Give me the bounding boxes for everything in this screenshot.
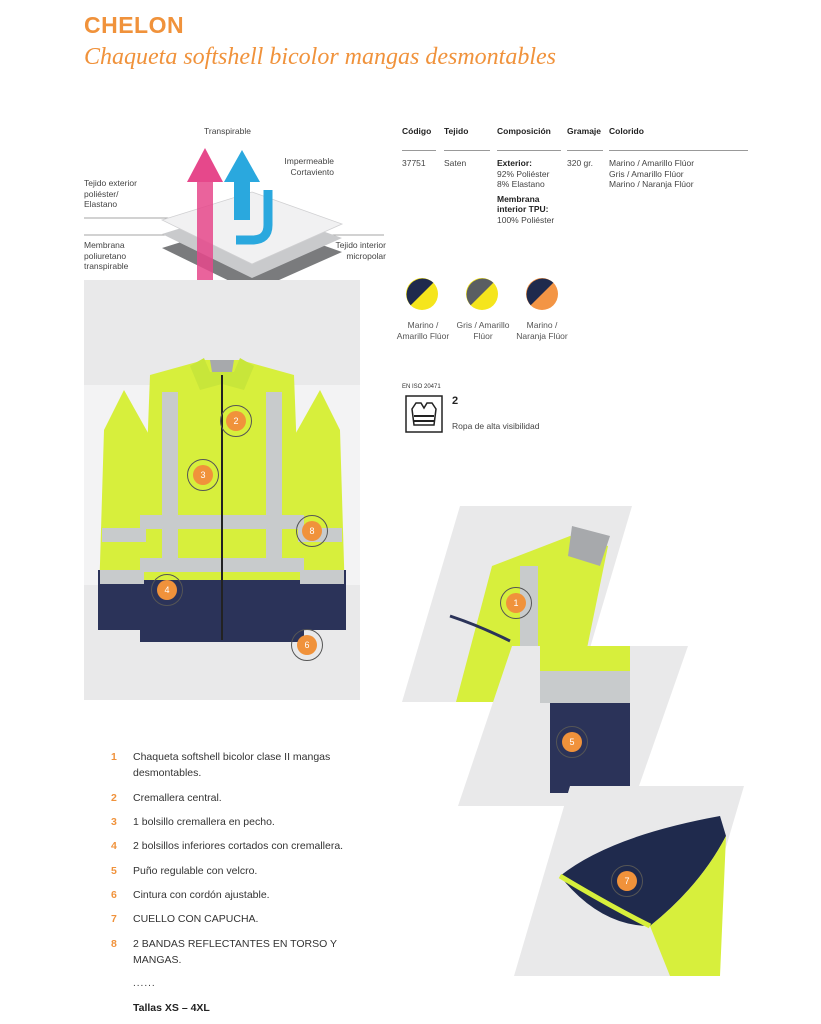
- marker-3[interactable]: 3: [193, 465, 213, 485]
- fabric-layers-diagram: [84, 140, 394, 300]
- header-gramaje: Gramaje: [567, 126, 602, 136]
- feature-num-5: 5: [111, 865, 117, 877]
- feature-num-1: 1: [111, 751, 117, 763]
- value-colorido: Marino / Amarillo Flúor Gris / Amarillo Flúor Marino / Naranja Flúor: [609, 158, 695, 189]
- feature-text-4: 2 bolsillos inferiores cortados con cremallera.: [133, 840, 344, 852]
- marker-4[interactable]: 4: [157, 580, 177, 600]
- label-membrana: Membrana poliuretano transpirable: [84, 240, 129, 271]
- feature-text-8: 2 BANDAS REFLECTANTES EN TORSO Y MANGAS.: [133, 938, 337, 966]
- header-codigo: Código: [402, 126, 432, 136]
- label-tejido-interior: Tejido interior micropolar: [335, 240, 386, 261]
- product-title: CHELON: [84, 12, 185, 38]
- feature-num-2: 2: [111, 792, 117, 804]
- feature-num-3: 3: [111, 816, 117, 828]
- feature-num-4: 4: [111, 840, 117, 852]
- feature-text-7: CUELLO CON CAPUCHA.: [133, 913, 259, 925]
- cert-class: 2: [452, 395, 459, 407]
- marker-8[interactable]: 8: [302, 521, 322, 541]
- hi-vis-vest-icon: [405, 395, 443, 433]
- marker-7[interactable]: 7: [617, 871, 637, 891]
- value-gramaje: 320 gr.: [567, 158, 593, 168]
- header-composicion: Composición: [497, 126, 551, 136]
- feature-num-6: 6: [111, 889, 117, 901]
- product-subtitle: Chaqueta softshell bicolor mangas desmontables: [84, 44, 556, 70]
- marker-1[interactable]: 1: [506, 593, 526, 613]
- swatch-label-2: Gris / Amarillo Flúor: [456, 320, 510, 341]
- feature-text-6: Cintura con cordón ajustable.: [133, 889, 270, 901]
- label-tejido-exterior: Tejido exterior poliéster/ Elastano: [84, 178, 137, 209]
- swatch-marino-amarillo[interactable]: [406, 278, 438, 310]
- header-colorido: Colorido: [609, 126, 644, 136]
- swatch-label-1: Marino / Amarillo Flúor: [396, 320, 450, 341]
- feature-text-2: Cremallera central.: [133, 792, 222, 804]
- feature-text-3: 1 bolsillo cremallera en pecho.: [133, 816, 275, 828]
- swatch-label-3: Marino / Naranja Flúor: [516, 320, 568, 341]
- value-composicion: Exterior: 92% Poliéster 8% Elastano Membrana interior TPU: 100% Poliéster: [497, 158, 555, 225]
- swatch-marino-naranja[interactable]: [526, 278, 558, 310]
- value-codigo: 37751: [402, 158, 426, 168]
- specs-table: [402, 126, 748, 236]
- feature-text-1: Chaqueta softshell bicolor clase II mangas desmontables.: [133, 751, 331, 779]
- value-tejido: Saten: [444, 158, 467, 168]
- label-impermeable: Impermeable Cortaviento: [284, 156, 334, 177]
- sizes-dots: ......: [133, 978, 156, 989]
- header-tejido: Tejido: [444, 126, 469, 136]
- marker-2[interactable]: 2: [226, 411, 246, 431]
- swatch-gris-amarillo[interactable]: [466, 278, 498, 310]
- cert-norm: EN ISO 20471: [402, 384, 441, 390]
- cert-description: Ropa de alta visibilidad: [452, 421, 540, 431]
- color-swatches: [404, 276, 564, 316]
- label-transpirable: Transpirable: [204, 126, 251, 136]
- sizes-label: Tallas XS – 4XL: [133, 1002, 210, 1014]
- feature-num-8: 8: [111, 938, 117, 950]
- marker-6[interactable]: 6: [297, 635, 317, 655]
- marker-5[interactable]: 5: [562, 732, 582, 752]
- feature-num-7: 7: [111, 913, 117, 925]
- feature-text-5: Puño regulable con velcro.: [133, 865, 258, 877]
